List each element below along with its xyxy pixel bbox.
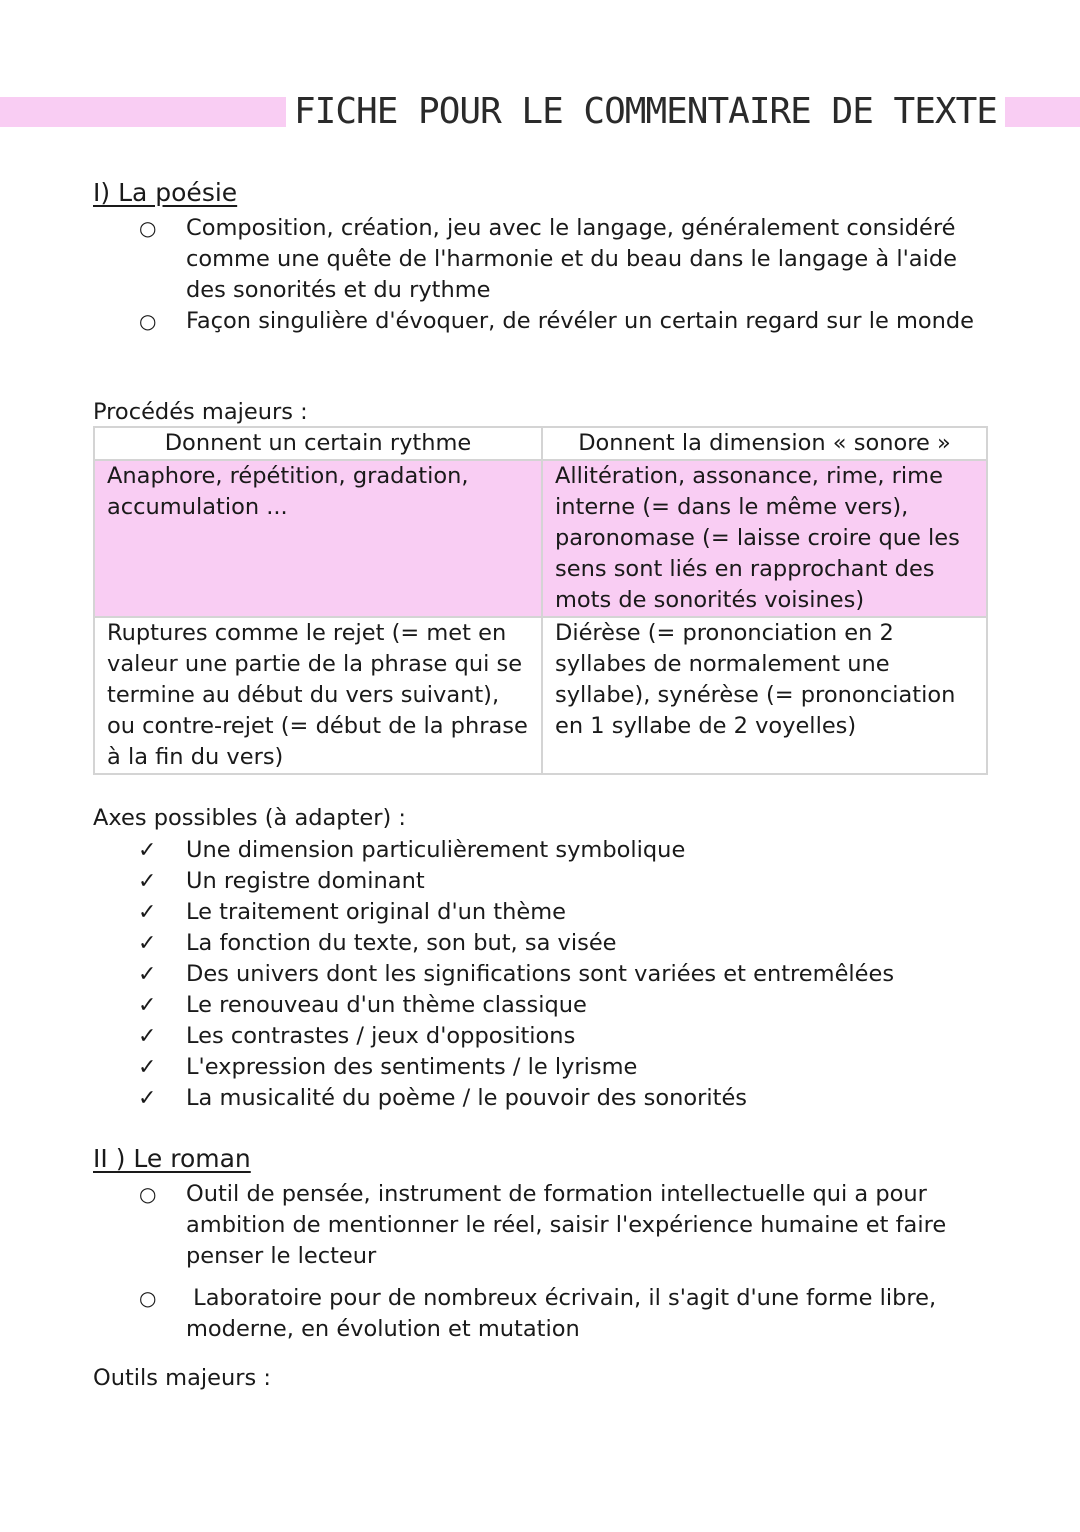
axe-text: Des univers dont les significations sont variées et entremêlées <box>186 961 895 987</box>
roman-definition-list <box>0 1179 976 1345</box>
bullet-text: Outil de pensée, instrument de formation intellectuelle qui a pour ambition de mentionner le réel, saisir l'expérience humaine et faire penser le lecteur <box>186 1181 947 1269</box>
circle-bullet-icon: ○ <box>139 216 157 240</box>
list-item <box>0 835 894 866</box>
axe-text: Un registre dominant <box>186 868 425 894</box>
page-title: FICHE POUR LE COMMENTAIRE DE TEXTE <box>286 90 1005 134</box>
table-cell: Diérèse (= prononciation en 2 syllabes de normalement une syllabe), synérèse (= prononciation en 1 syllabe de 2 voyelles) <box>542 617 987 774</box>
list-item <box>0 866 894 897</box>
axe-text: Les contrastes / jeux d'oppositions <box>186 1023 576 1049</box>
check-icon: ✓ <box>138 1086 157 1111</box>
list-item <box>0 928 894 959</box>
check-icon: ✓ <box>138 931 157 956</box>
circle-bullet-icon: ○ <box>139 1286 157 1310</box>
axe-text: La fonction du texte, son but, sa visée <box>186 930 617 956</box>
circle-bullet-icon: ○ <box>139 1182 157 1206</box>
circle-bullet-icon: ○ <box>139 309 157 333</box>
table-row <box>94 460 987 617</box>
axes-list <box>0 835 894 1114</box>
check-icon: ✓ <box>138 1055 157 1080</box>
table-header-sonore: Donnent la dimension « sonore » <box>542 427 987 460</box>
check-icon: ✓ <box>138 900 157 925</box>
list-item <box>0 306 976 337</box>
list-item <box>0 1021 894 1052</box>
axe-text: L'expression des sentiments / le lyrisme <box>186 1054 638 1080</box>
axe-text: Le renouveau d'un thème classique <box>186 992 587 1018</box>
check-icon: ✓ <box>138 1024 157 1049</box>
axes-label: Axes possibles (à adapter) : <box>93 805 407 831</box>
section-heading-roman: II ) Le roman <box>93 1144 251 1173</box>
axe-text: La musicalité du poème / le pouvoir des sonorités <box>186 1085 748 1111</box>
list-item <box>0 213 976 306</box>
list-item <box>0 959 894 990</box>
check-icon: ✓ <box>138 962 157 987</box>
check-icon: ✓ <box>138 993 157 1018</box>
axe-text: Une dimension particulièrement symbolique <box>186 837 686 863</box>
list-item <box>0 1052 894 1083</box>
list-item <box>0 1179 976 1272</box>
poesie-definition-list <box>0 213 976 337</box>
table-row <box>94 617 987 774</box>
list-item <box>0 897 894 928</box>
outils-label: Outils majeurs : <box>93 1365 271 1391</box>
table-header-rythme: Donnent un certain rythme <box>94 427 542 460</box>
procedes-table <box>93 426 988 775</box>
section-heading-poesie: I) La poésie <box>93 178 238 207</box>
bullet-text: Laboratoire pour de nombreux écrivain, il s'agit d'une forme libre, moderne, en évolution et mutation <box>186 1285 944 1342</box>
table-cell: Anaphore, répétition, gradation, accumulation ... <box>94 460 542 617</box>
check-icon: ✓ <box>138 869 157 894</box>
table-cell: Allitération, assonance, rime, rime interne (= dans le même vers), paronomase (= laisse croire que les sens sont liés en rapprochant des mots de sonorités voisines) <box>542 460 987 617</box>
procedes-label: Procédés majeurs : <box>93 399 308 425</box>
bullet-text: Composition, création, jeu avec le langage, généralement considéré comme une quête de l'harmonie et du beau dans le langage à l'aide des sonorités et du rythme <box>186 215 957 303</box>
list-item <box>0 1283 976 1345</box>
table-cell: Ruptures comme le rejet (= met en valeur une partie de la phrase qui se termine au début du vers suivant), ou contre-rejet (= début de la phrase à la fin du vers) <box>94 617 542 774</box>
axe-text: Le traitement original d'un thème <box>186 899 566 925</box>
list-item <box>0 990 894 1021</box>
list-item <box>0 1083 894 1114</box>
bullet-text: Façon singulière d'évoquer, de révéler un certain regard sur le monde <box>186 308 975 334</box>
check-icon: ✓ <box>138 838 157 863</box>
